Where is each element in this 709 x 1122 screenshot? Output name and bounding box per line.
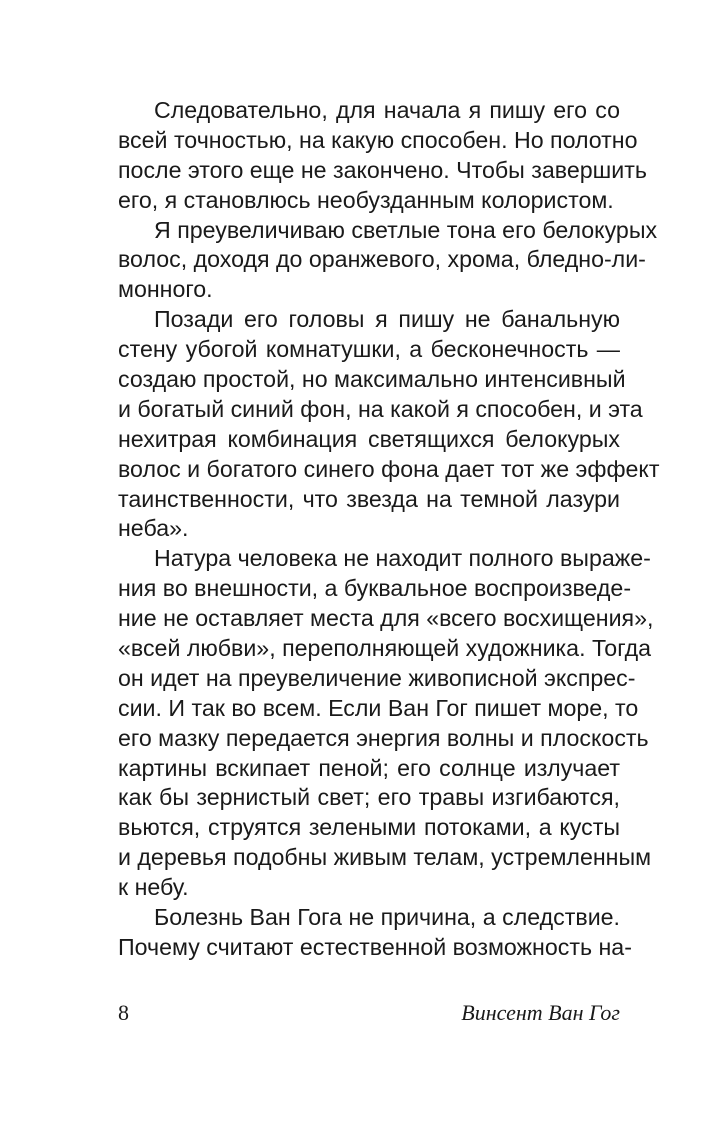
- text-line: таинственности, что звезда на темной лазури: [118, 485, 620, 512]
- text-line: как бы зернистый свет; его травы изгибаются,: [118, 784, 620, 811]
- text-line: Я преувеличиваю светлые тона его белокурых: [154, 216, 658, 243]
- text-line: Позади его головы я пишу не банальную: [154, 306, 620, 333]
- text-line: вьются, струятся зелеными потоками, а кусты: [118, 814, 620, 841]
- text-line: Следовательно, для начала я пишу его со: [154, 97, 620, 123]
- text-line: сии. И так во всем. Если Ван Гог пишет море, то: [118, 694, 639, 721]
- text-line: к небу.: [118, 874, 189, 901]
- text-line: стену убогой комнатушки, а бесконечность —: [118, 336, 620, 363]
- text-line: неба».: [118, 515, 189, 542]
- text-line: он идет на преувеличение живописной экспрес-: [118, 664, 636, 691]
- page-number: 8: [118, 1000, 129, 1025]
- text-line: «всей любви», переполняющей художника. Тогда: [118, 635, 652, 662]
- running-title: Винсент Ван Гог: [461, 1000, 620, 1025]
- text-line: Почему считают естественной возможность на-: [118, 933, 632, 960]
- text-line: всей точностью, на какую способен. Но полотно: [118, 126, 638, 153]
- text-line: и богатый синий фон, на какой я способен, и эта: [118, 395, 643, 422]
- text-line: его, я становлюсь необузданным колористом.: [118, 186, 614, 213]
- text-line: после этого еще не закончено. Чтобы завершить: [118, 156, 647, 183]
- text-line: ния во внешности, а буквальное воспроизведе-: [118, 575, 632, 602]
- text-line: волос, доходя до оранжевого, хрома, бледно-ли-: [118, 246, 646, 273]
- text-line: Натура человека не находит полного выраже-: [154, 545, 651, 572]
- text-line: создаю простой, но максимально интенсивный: [118, 366, 626, 393]
- body-text: [118, 96, 660, 963]
- text-line: волос и богатого синего фона дает тот же эффект: [118, 455, 660, 482]
- text-line: Болезнь Ван Гога не причина, а следствие.: [154, 904, 620, 931]
- text-line: монного.: [118, 276, 213, 303]
- text-line: ние не оставляет места для «всего восхищения»,: [118, 605, 654, 632]
- text-line: картины вскипает пеной; его солнце излучает: [118, 754, 620, 781]
- page-footer: [118, 1000, 620, 1030]
- text-line: и деревья подобны живым телам, устремленным: [118, 844, 652, 871]
- text-line: его мазку передается энергия волны и плоскость: [118, 724, 649, 751]
- text-line: нехитрая комбинация светящихся белокурых: [118, 425, 620, 452]
